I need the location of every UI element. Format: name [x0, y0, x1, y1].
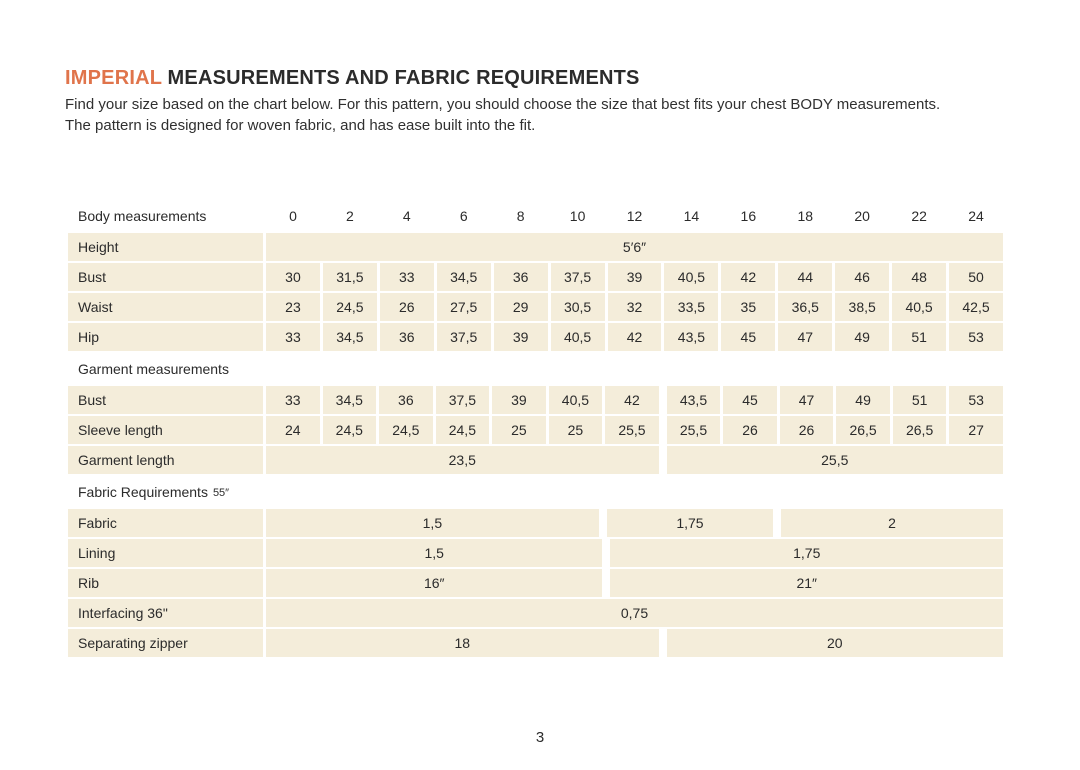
value-cell: 37,5	[437, 323, 491, 351]
value-cell: 40,5	[892, 293, 946, 321]
value-cell: 34,5	[437, 263, 491, 291]
value-cell: 23	[266, 293, 320, 321]
value-cell: 45	[721, 323, 775, 351]
size-column-header: 6	[459, 208, 468, 224]
value-cell: 30,5	[551, 293, 605, 321]
table-row	[68, 416, 1003, 444]
table-row	[68, 233, 1003, 261]
value-cell: 49	[835, 323, 889, 351]
row-label: Rib	[68, 569, 263, 597]
table-row	[68, 629, 1003, 657]
value-cell: 26,5	[836, 416, 890, 444]
value-cell: 33	[380, 263, 434, 291]
value-cell: 32	[608, 293, 662, 321]
value-cell: 25,5	[605, 416, 659, 444]
size-column-header: 18	[797, 208, 814, 224]
intro-text	[65, 94, 1015, 136]
table-row	[68, 509, 1003, 537]
size-column-header: 4	[402, 208, 411, 224]
value-cell: 0,75	[266, 599, 1003, 627]
value-cell: 40,5	[551, 323, 605, 351]
table-row	[68, 569, 1003, 597]
value-cell: 1,5	[266, 539, 602, 567]
value-cell: 25	[492, 416, 546, 444]
row-label: Lining	[68, 539, 263, 567]
row-label: Fabric Requirements 55″	[78, 483, 230, 500]
value-cell: 47	[780, 386, 834, 414]
table-row	[68, 263, 1003, 291]
value-cell: 31,5	[323, 263, 377, 291]
title-highlight: IMPERIAL	[65, 67, 162, 89]
value-cell: 43,5	[667, 386, 721, 414]
table-row	[68, 599, 1003, 627]
size-column-header: 16	[740, 208, 757, 224]
value-cell: 36	[494, 263, 548, 291]
value-cell: 37,5	[436, 386, 490, 414]
value-cell: 34,5	[323, 323, 377, 351]
value-cell: 27	[949, 416, 1003, 444]
row-label: Height	[68, 233, 263, 261]
value-cell: 51	[892, 323, 946, 351]
value-cell: 35	[721, 293, 775, 321]
value-cell: 42	[721, 263, 775, 291]
size-column-header: 8	[516, 208, 525, 224]
value-cell: 42	[605, 386, 659, 414]
row-label: Hip	[68, 323, 263, 351]
row-label: Bust	[68, 386, 263, 414]
value-cell: 33,5	[664, 293, 718, 321]
value-cell: 24,5	[323, 293, 377, 321]
row-label-suffix: 55″	[212, 486, 230, 499]
value-cell: 36,5	[778, 293, 832, 321]
value-cell: 5′6″	[266, 233, 1003, 261]
value-cell: 39	[494, 323, 548, 351]
size-column-header: 24	[968, 208, 984, 224]
value-cell: 23,5	[266, 446, 659, 474]
table-row	[68, 446, 1003, 474]
value-cell: 26	[380, 293, 434, 321]
value-cell: 40,5	[549, 386, 603, 414]
size-chart-table	[68, 204, 1003, 657]
value-cell: 33	[266, 323, 320, 351]
value-cell: 53	[949, 323, 1003, 351]
row-label: Interfacing 36"	[68, 599, 263, 627]
value-cell: 51	[893, 386, 947, 414]
value-cell: 2	[781, 509, 1003, 537]
value-cell: 26,5	[893, 416, 947, 444]
size-column-header: 20	[854, 208, 870, 224]
page-number: 3	[535, 729, 545, 746]
value-cell: 39	[608, 263, 662, 291]
size-column-header: 2	[345, 208, 354, 224]
value-cell: 25	[549, 416, 603, 444]
value-cell: 40,5	[664, 263, 718, 291]
value-cell: 46	[835, 263, 889, 291]
page-title	[65, 66, 1015, 90]
section-header-row	[68, 357, 1003, 380]
value-cell: 36	[380, 323, 434, 351]
value-cell: 29	[494, 293, 548, 321]
value-cell: 30	[266, 263, 320, 291]
value-cell: 48	[892, 263, 946, 291]
value-cell: 20	[667, 629, 1003, 657]
row-label: Garment length	[68, 446, 263, 474]
value-cell: 25,5	[667, 416, 721, 444]
row-label: Body measurements	[78, 208, 207, 224]
value-cell: 38,5	[835, 293, 889, 321]
size-column-header: 0	[289, 208, 297, 224]
value-cell: 50	[949, 263, 1003, 291]
row-label: Waist	[68, 293, 263, 321]
value-cell: 53	[949, 386, 1003, 414]
value-cell: 42	[608, 323, 662, 351]
row-label: Garment measurements	[78, 360, 229, 377]
value-cell: 36	[379, 386, 433, 414]
table-row	[68, 293, 1003, 321]
value-cell: 26	[723, 416, 777, 444]
value-cell: 16″	[266, 569, 602, 597]
table-row	[68, 539, 1003, 567]
row-label: Sleeve length	[68, 416, 263, 444]
value-cell: 33	[266, 386, 320, 414]
value-cell: 24,5	[379, 416, 433, 444]
value-cell: 39	[492, 386, 546, 414]
title-rest: MEASUREMENTS AND FABRIC REQUIREMENTS	[161, 67, 640, 89]
size-column-header: 10	[569, 208, 586, 224]
size-column-header: 14	[683, 208, 700, 224]
value-cell: 26	[780, 416, 834, 444]
value-cell: 34,5	[323, 386, 377, 414]
value-cell: 37,5	[551, 263, 605, 291]
value-cell: 27,5	[437, 293, 491, 321]
section-header-row	[68, 480, 1003, 503]
value-cell: 24,5	[436, 416, 490, 444]
table-row	[68, 204, 1003, 228]
value-cell: 24	[266, 416, 320, 444]
value-cell: 44	[778, 263, 832, 291]
size-column-header: 12	[626, 208, 643, 224]
value-cell: 43,5	[664, 323, 718, 351]
intro-line-2: The pattern is designed for woven fabric, and has ease built into the fit.	[65, 117, 536, 134]
value-cell: 24,5	[323, 416, 377, 444]
value-cell: 1,75	[607, 509, 773, 537]
size-column-header: 22	[911, 208, 927, 224]
row-label: Bust	[68, 263, 263, 291]
table-row	[68, 323, 1003, 351]
table-row	[68, 386, 1003, 414]
value-cell: 1,75	[610, 539, 1003, 567]
value-cell: 1,5	[266, 509, 599, 537]
value-cell: 18	[266, 629, 659, 657]
value-cell: 49	[836, 386, 890, 414]
intro-line-1: Find your size based on the chart below. For this pattern, you should choose the size that best fits your chest BODY measurements.	[65, 96, 941, 113]
row-label: Separating zipper	[68, 629, 263, 657]
row-label: Fabric	[68, 509, 263, 537]
value-cell: 25,5	[667, 446, 1003, 474]
value-cell: 21″	[610, 569, 1003, 597]
value-cell: 42,5	[949, 293, 1003, 321]
value-cell: 47	[778, 323, 832, 351]
value-cell: 45	[723, 386, 777, 414]
